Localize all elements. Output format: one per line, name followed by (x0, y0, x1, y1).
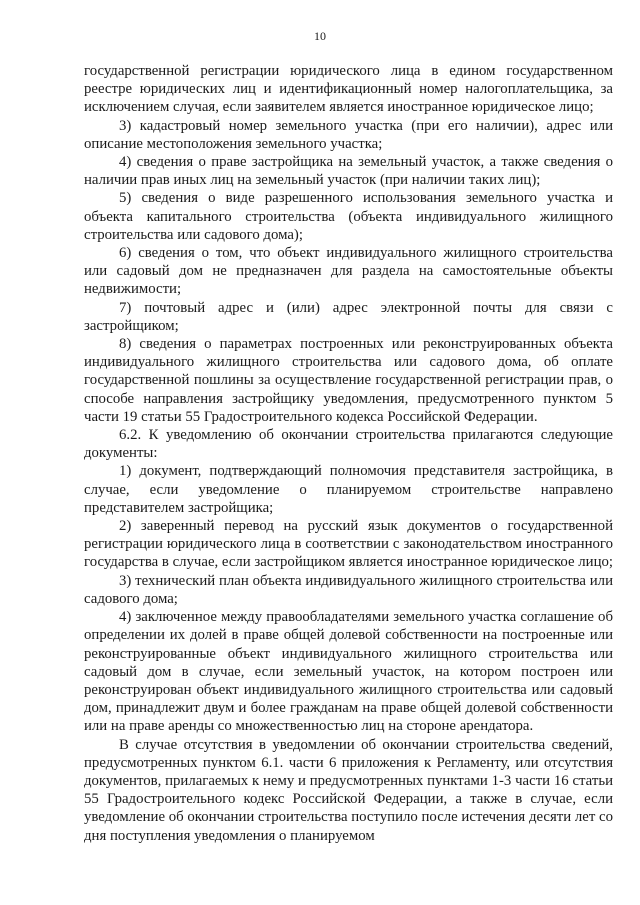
list-item-5: 5) сведения о виде разрешенного использования земельного участка и объекта капитального строительства (объекта индивидуального жилищного строительства или садового дома); (84, 190, 613, 243)
document-body (84, 62, 613, 845)
list-item-6: 6) сведения о том, что объект индивидуального жилищного строительства или садовый дом не предназначен для раздела на самостоятельные объекты недвижимости; (84, 245, 613, 298)
closing-paragraph: В случае отсутствия в уведомлении об окончании строительства сведений, предусмотренных пунктом 6.1. части 6 приложения к Регламенту, или отсутствия документов, прилагаемых к нему и предусмотренных пунктами 1-3 части 16 статьи 55 Градостроительного кодекс Российской Федерации, а также в случае, если уведомление об окончании строительства поступило после истечения десяти лет со дня поступления уведомления о планируемом (84, 736, 613, 844)
list-item-4: 4) сведения о праве застройщика на земельный участок, а также сведения о наличии прав иных лиц на земельный участок (при наличии таких лиц); (84, 154, 613, 189)
list-item-7: 7) почтовый адрес и (или) адрес электронной почты для связи с застройщиком; (84, 299, 613, 334)
attachment-item-4: 4) заключенное между правообладателями земельного участка соглашение об определении их долей в праве общей долевой собственности на построенные или реконструированные объект индивидуального жилищного строительства или садовый дом в случае, если земельный участок, на котором построен или реконструирован объект индивидуального жилищного строительства или садовый дом, принадлежит двум и более гражданам на праве общей долевой собственности или на праве аренды со множественностью лиц на стороне арендатора. (84, 609, 613, 735)
attachment-item-3: 3) технический план объекта индивидуального жилищного строительства или садового дома; (84, 572, 613, 607)
page-number: 10 (314, 29, 326, 43)
section-6-2-intro: 6.2. К уведомлению об окончании строительства прилагаются следующие документы: (84, 427, 613, 462)
list-item-3: 3) кадастровый номер земельного участка (при его наличии), адрес или описание местоположения земельного участка; (84, 117, 613, 152)
attachment-item-2: 2) заверенный перевод на русский язык документов о государственной регистрации юридического лица в соответствии с законодательством иностранного государства в случае, если застройщиком является иностранное юридическое лицо; (84, 518, 614, 571)
paragraph-continuation: государственной регистрации юридического лица в едином государственном реестре юридических лиц и идентификационный номер налогоплательщика, за исключением случая, если заявителем является иностранное юридическое лицо; (84, 63, 613, 116)
list-item-8: 8) сведения о параметрах построенных или реконструированных объекта индивидуального жилищного строительства или садового дома, об оплате государственной пошлины за осуществление государственной регистрации прав, о способе направления застройщику уведомления, предусмотренного пунктом 5 части 19 статьи 55 Градостроительного кодекса Российской Федерации. (84, 336, 613, 425)
attachment-item-1: 1) документ, подтверждающий полномочия представителя застройщика, в случае, если уведомление о планируемом строительстве направлено представителем застройщика; (84, 463, 613, 516)
